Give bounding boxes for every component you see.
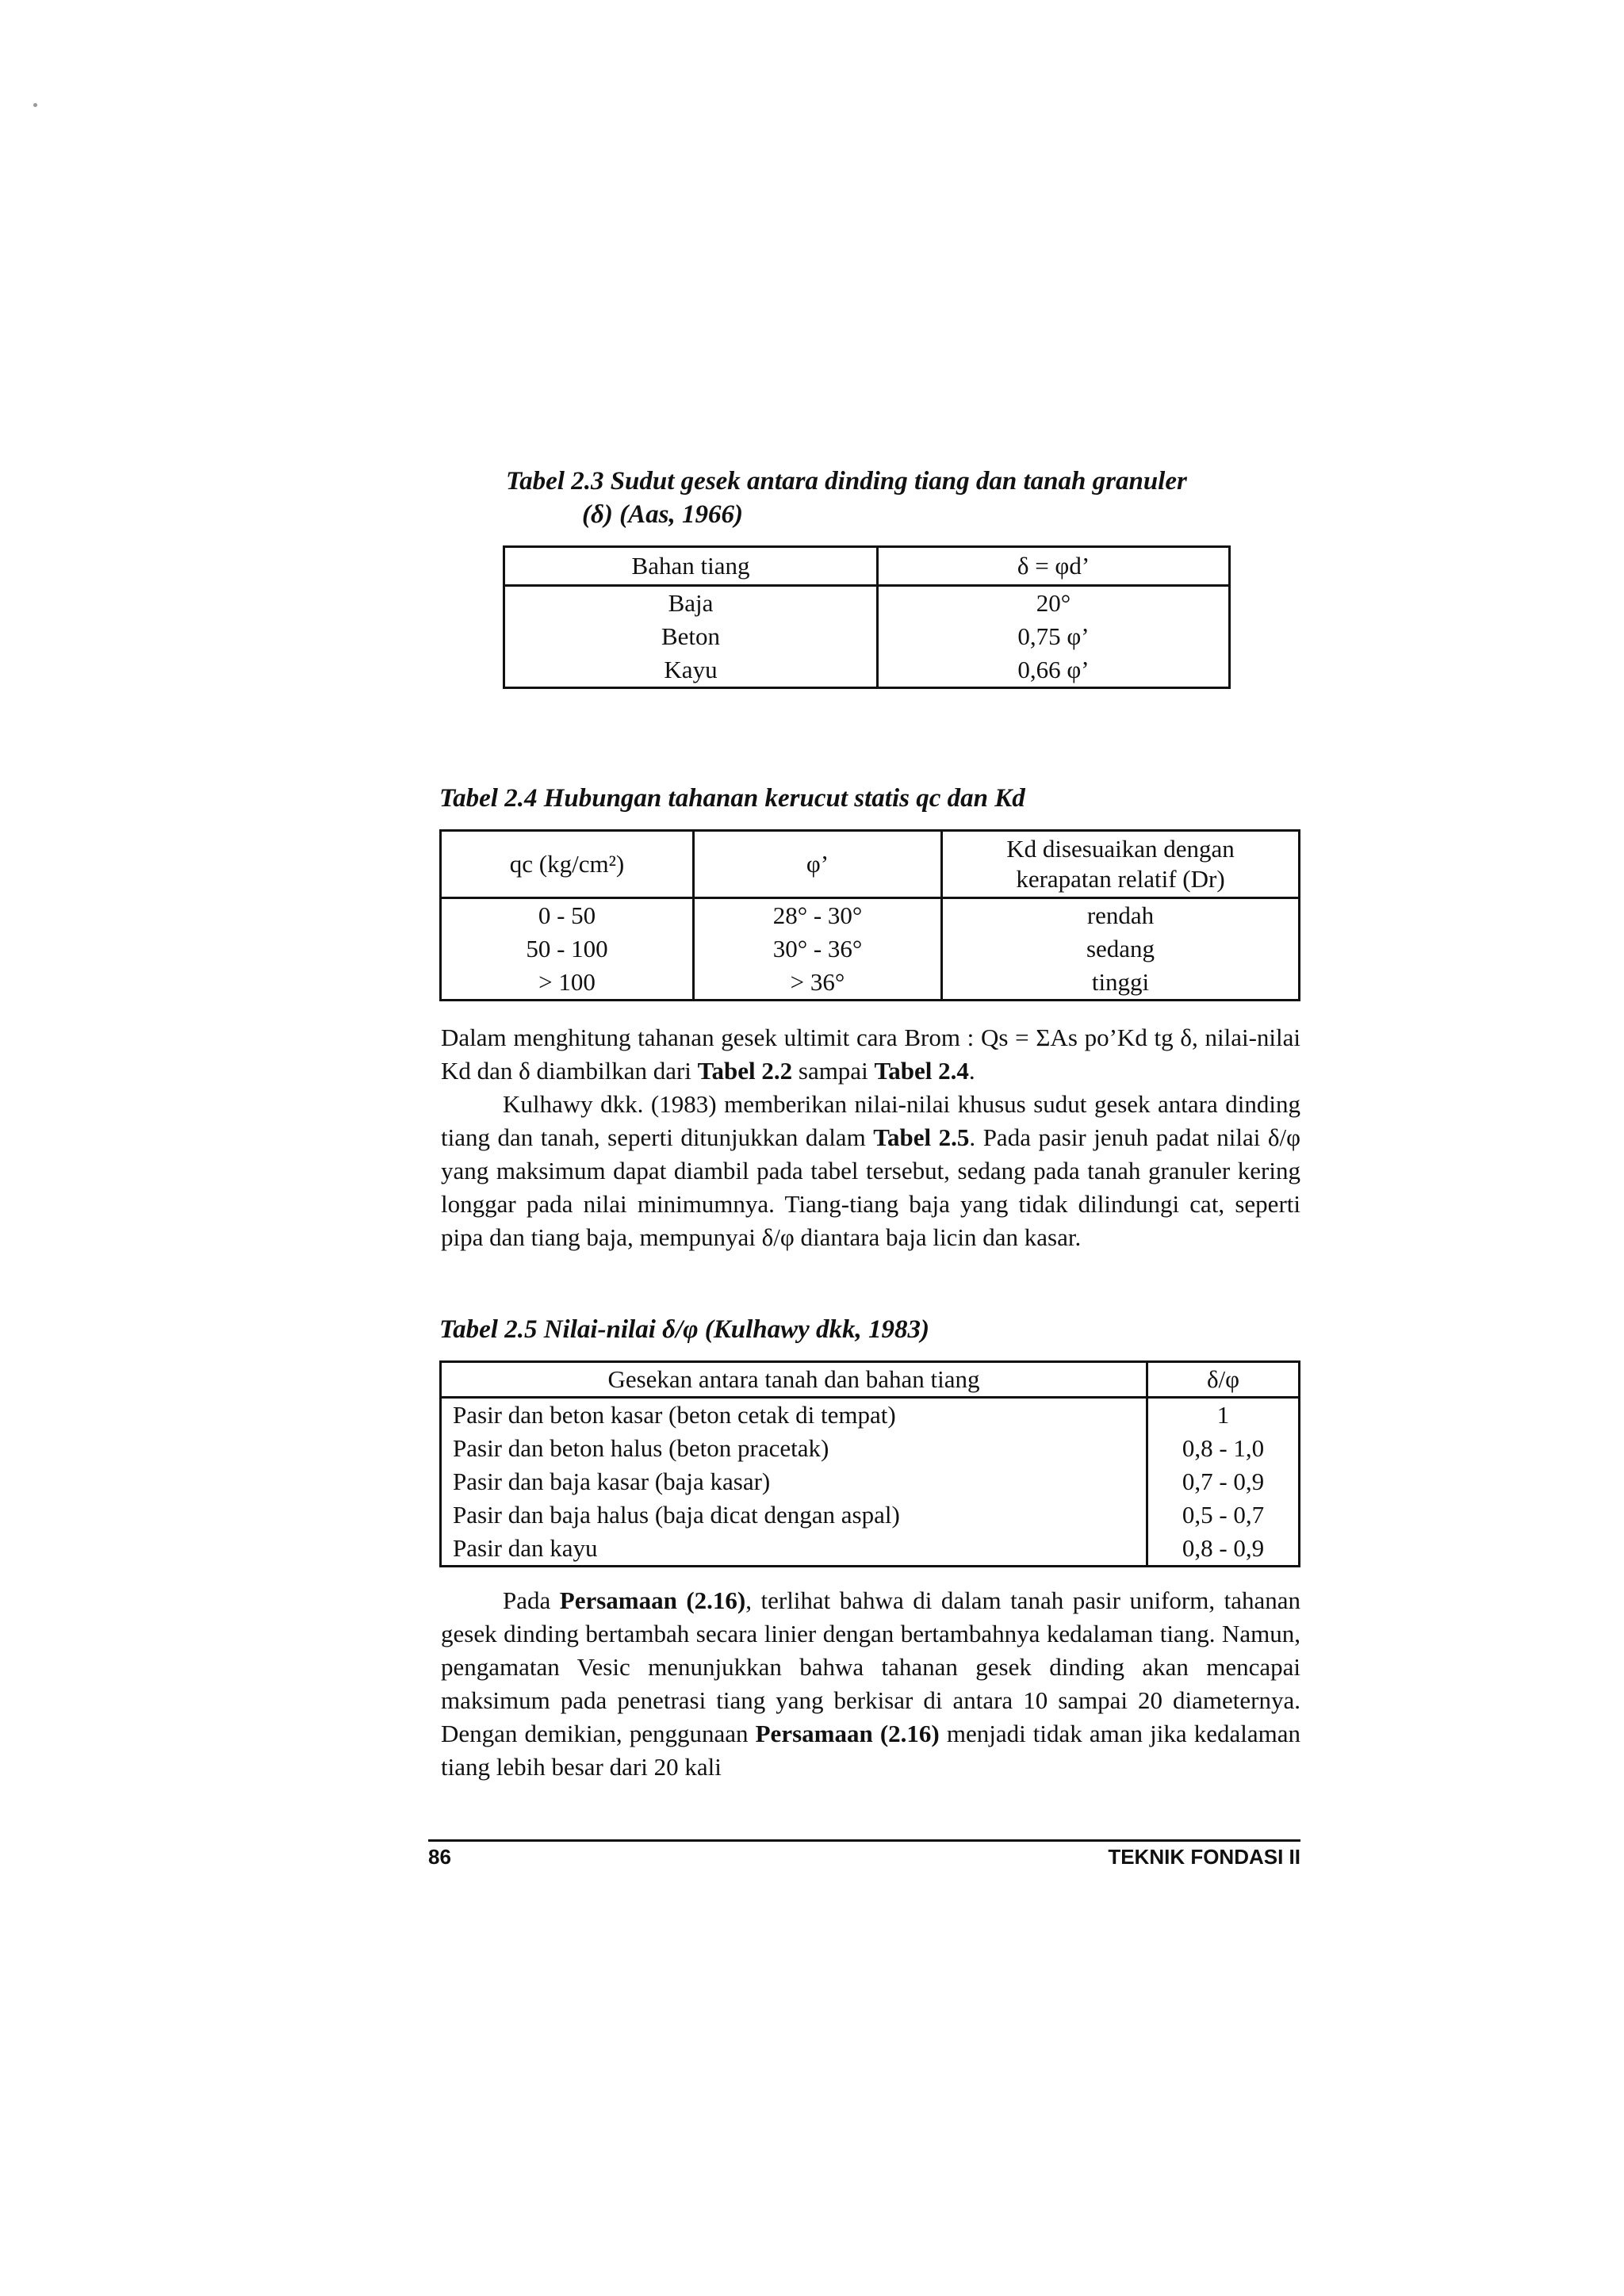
paragraph-bold: Tabel 2.2 (697, 1057, 793, 1085)
paragraph-text: menjadi tidak aman jika kedalaman tiang lebih besar dari 20 kali (441, 1720, 1300, 1781)
table-2-4-header-kd-line1: Kd disesuaikan dengan (1006, 835, 1235, 863)
table-row (441, 1398, 1300, 1433)
table-row (504, 620, 1230, 653)
table-cell: 0 - 50 (441, 898, 694, 933)
table-row (441, 966, 1300, 1001)
table-2-3-caption (506, 465, 1315, 531)
table-cell: 0,66 φ’ (1017, 656, 1090, 683)
paragraph-text: , terlihat bahwa di dalam tanah pasir uniform, tahanan gesek dinding bertambah secara linier dengan bertambahnya kedalaman tiang. Namun, pengamatan Vesic menunjukkan bahwa tahanan gesek dinding akan mencapai maksimum pada penetrasi tiang yang berkisar di antara 10 sampai 20 diameternya. Dengan demikian, penggunaan (441, 1586, 1300, 1747)
paragraph-persamaan (441, 1584, 1300, 1784)
paragraph-brom (441, 1021, 1300, 1088)
table-row (441, 898, 1300, 933)
table-cell: 0,75 φ’ (1017, 622, 1090, 650)
scan-speck (33, 103, 37, 107)
table-row (441, 1532, 1300, 1567)
paragraph-text: Dalam menghitung tahanan gesek ultimit cara Brom : Qs = ΣAs po’Kd tg δ, nilai-nilai Kd dan δ diambilkan dari (441, 1024, 1300, 1085)
table-cell: 30° - 36° (694, 932, 942, 966)
table-cell: Pasir dan beton kasar (beton cetak di tempat) (441, 1398, 1147, 1433)
paragraph-text: Pada (503, 1586, 560, 1614)
paragraph-bold: Tabel 2.5 (873, 1123, 970, 1151)
page-footer (428, 1845, 1300, 1869)
table-cell: Kayu (504, 653, 878, 688)
paragraph-bold: Tabel 2.4 (874, 1057, 969, 1085)
table-cell: 0,5 - 0,7 (1182, 1501, 1265, 1529)
table-cell: tinggi (1091, 968, 1150, 996)
footer-rule (428, 1839, 1300, 1842)
table-cell: Pasir dan beton halus (beton pracetak) (441, 1432, 1147, 1465)
table-2-4-header-phi: φ’ (694, 831, 942, 898)
table-row (504, 586, 1230, 621)
table-2-5-header-ratio: δ/φ (1147, 1362, 1300, 1398)
table-row (504, 653, 1230, 688)
table-2-4 (439, 829, 1300, 1001)
table-cell: 0,7 - 0,9 (1182, 1468, 1265, 1495)
table-cell: Pasir dan baja halus (baja dicat dengan aspal) (441, 1498, 1147, 1532)
table-2-4-header-qc: qc (kg/cm²) (441, 831, 694, 898)
table-row (441, 1432, 1300, 1465)
table-cell: rendah (1086, 901, 1155, 929)
table-cell: 50 - 100 (441, 932, 694, 966)
table-cell: Beton (504, 620, 878, 653)
table-cell: > 36° (694, 966, 942, 1001)
table-row (441, 932, 1300, 966)
paragraph-bold: Persamaan (2.16) (755, 1720, 940, 1747)
table-2-4-caption: Tabel 2.4 Hubungan tahanan kerucut statis qc dan Kd (439, 784, 1025, 813)
table-cell: Pasir dan kayu (441, 1532, 1147, 1567)
table-cell: 20° (1036, 589, 1071, 617)
table-2-3-caption-line1: Tabel 2.3 Sudut gesek antara dinding tiang dan tanah granuler (506, 467, 1187, 496)
table-2-4-header-kd (942, 831, 1300, 898)
table-cell: 1 (1216, 1401, 1230, 1429)
table-2-4-header-kd-line2: kerapatan relatif (Dr) (1016, 865, 1225, 893)
table-row (441, 1465, 1300, 1498)
table-2-5-caption: Tabel 2.5 Nilai-nilai δ/φ (Kulhawy dkk, 1983) (439, 1315, 930, 1344)
table-2-5 (439, 1360, 1300, 1567)
table-row (441, 1498, 1300, 1532)
table-cell: 0,8 - 0,9 (1182, 1534, 1265, 1562)
table-cell: sedang (1086, 935, 1155, 962)
table-cell: Baja (504, 586, 878, 621)
table-cell: 0,8 - 1,0 (1182, 1434, 1265, 1462)
table-2-3 (503, 545, 1231, 689)
table-2-5-header-gesekan: Gesekan antara tanah dan bahan tiang (441, 1362, 1147, 1398)
book-title: TEKNIK FONDASI II (1108, 1845, 1300, 1869)
paragraph-bold: Persamaan (2.16) (559, 1586, 746, 1614)
paragraph-text: sampai (792, 1057, 875, 1085)
paragraph-text: . (968, 1057, 975, 1085)
paragraph-text: Kulhawy dkk. (1983) memberikan nilai-nilai khusus sudut gesek antara dinding tiang dan tanah, seperti ditunjukkan dalam (441, 1090, 1300, 1151)
table-2-3-header-bahan: Bahan tiang (504, 547, 878, 586)
table-cell: > 100 (441, 966, 694, 1001)
table-2-3-header-delta: δ = φd’ (878, 547, 1230, 586)
table-2-3-caption-line2: (δ) (Aas, 1966) (582, 500, 743, 529)
table-cell: 28° - 30° (694, 898, 942, 933)
paragraph-text: . Pada pasir jenuh padat nilai δ/φ yang maksimum dapat diambil pada tabel tersebut, sedang pada tanah granuler kering longgar pada nilai minimumnya. Tiang-tiang baja yang tidak dilindungi cat, seperti pipa dan tiang baja, mempunyai δ/φ diantara baja licin dan kasar. (441, 1123, 1300, 1251)
paragraph-kulhawy (441, 1088, 1300, 1254)
table-cell: Pasir dan baja kasar (baja kasar) (441, 1465, 1147, 1498)
page-number: 86 (428, 1845, 451, 1869)
